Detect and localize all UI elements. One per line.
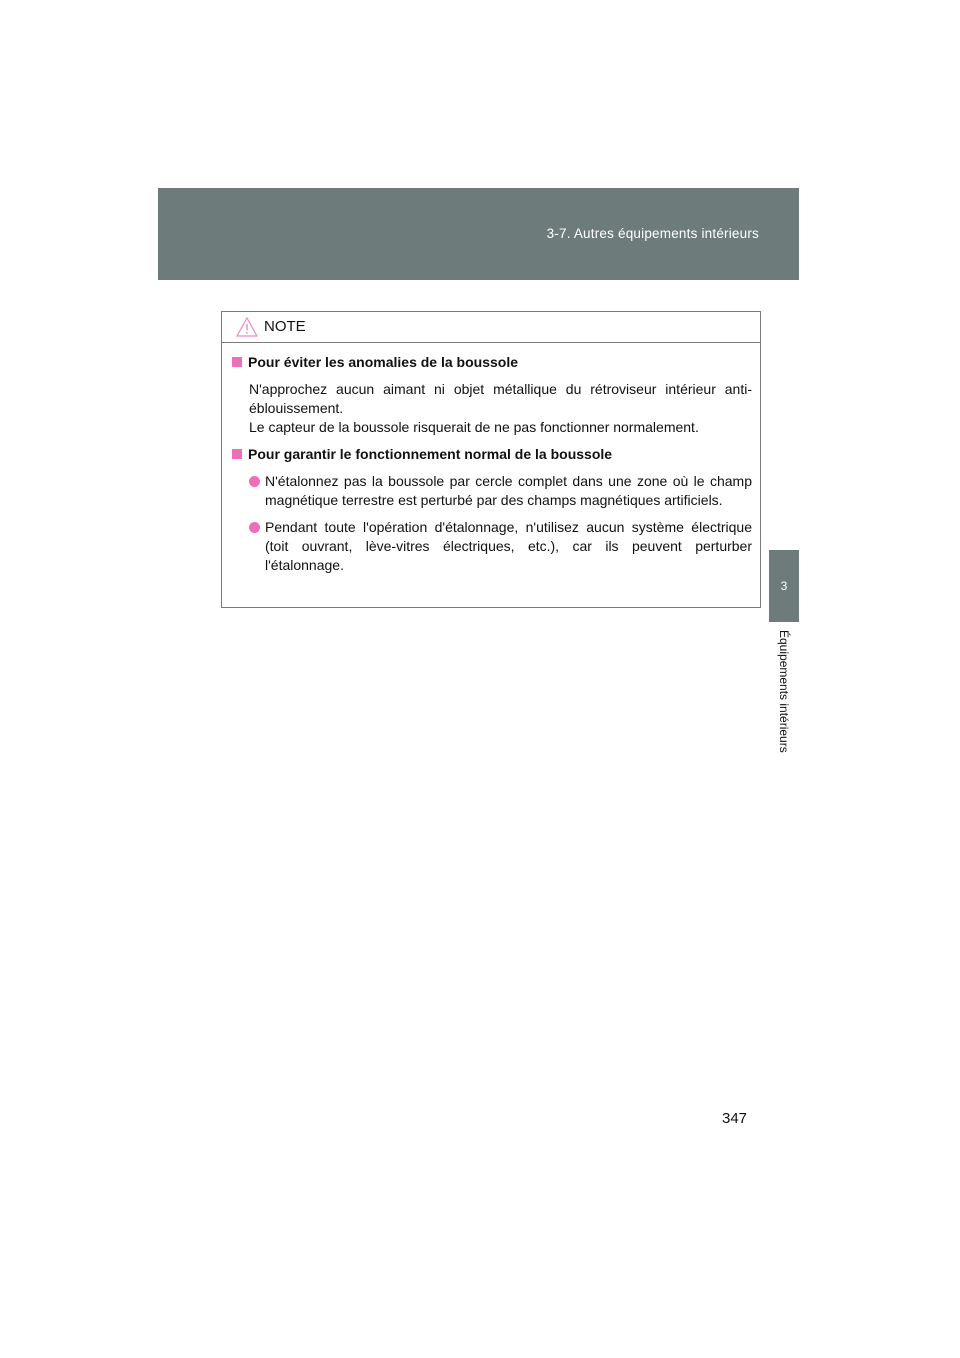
section-heading xyxy=(230,445,752,464)
paragraph-line: Le capteur de la boussole risquerait de ne pas fonctionner normalement. xyxy=(249,419,699,435)
chapter-tab xyxy=(769,622,799,802)
section-heading-text: Pour garantir le fonctionnement normal de la boussole xyxy=(248,446,613,462)
list-item-text: Pendant toute l'opération d'étalonnage, n'utilisez aucun système électrique (toit ouvrant, lève-vitres électriques, etc.), car ils peuvent perturber l'étalonnage. xyxy=(265,519,752,573)
list-item xyxy=(230,472,752,510)
list-item xyxy=(230,518,752,575)
chapter-tab-label: Équipements intérieurs xyxy=(777,630,791,753)
chapter-tab-number xyxy=(769,550,799,622)
header-band xyxy=(158,188,799,280)
list-item-text: N'étalonnez pas la boussole par cercle complet dans une zone où le champ magnétique terrestre est perturbé par des champs magnétiques artificiels. xyxy=(265,473,752,508)
note-body xyxy=(222,343,760,575)
dot-bullet-icon xyxy=(249,476,260,487)
section-heading-text: Pour éviter les anomalies de la boussole xyxy=(248,354,518,370)
paragraph-line: N'approchez aucun aimant ni objet métallique du rétroviseur intérieur anti-éblouissement. xyxy=(249,381,752,416)
note-box xyxy=(221,311,761,608)
note-title: NOTE xyxy=(264,318,306,335)
section-paragraph xyxy=(230,380,752,437)
warning-triangle-icon xyxy=(236,317,258,342)
square-bullet-icon xyxy=(232,357,242,367)
section-heading xyxy=(230,353,752,372)
chapter-number: 3 xyxy=(780,579,788,593)
square-bullet-icon xyxy=(232,449,242,459)
dot-bullet-icon xyxy=(249,522,260,533)
note-header xyxy=(222,312,760,343)
page-number: 347 xyxy=(722,1110,748,1127)
section-title: 3-7. Autres équipements intérieurs xyxy=(546,226,759,241)
